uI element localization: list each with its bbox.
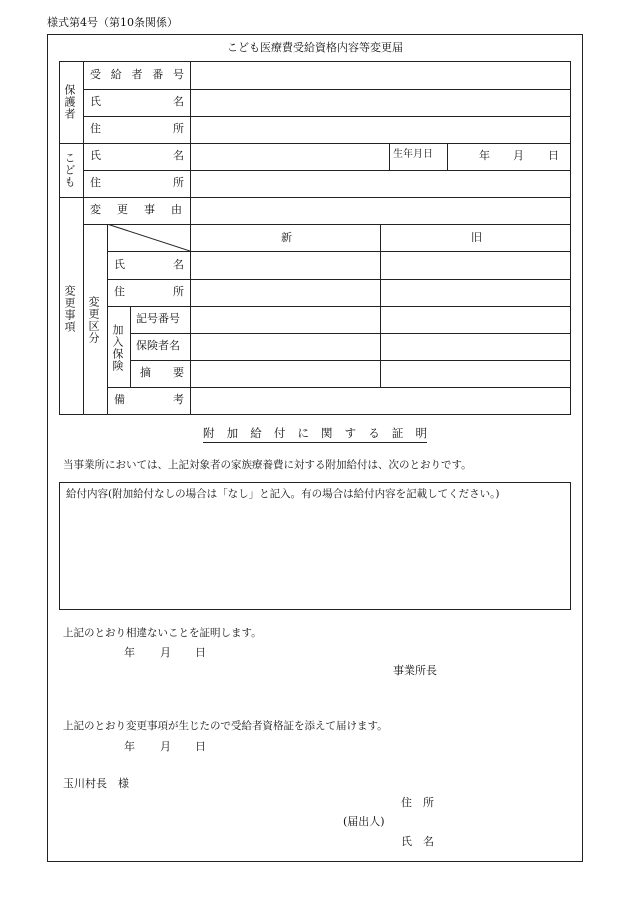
change-name-label: 氏 名 — [114, 258, 184, 271]
child-address-label: 住 所 — [90, 176, 184, 189]
insurance-label: 加入保険 — [111, 324, 124, 372]
declaration-statement: 上記のとおり変更事項が生じたので受給者資格証を添えて届けます。 — [63, 720, 388, 732]
certificate-day: 日 — [195, 646, 206, 659]
guardian-name-label: 氏 名 — [90, 95, 184, 108]
diagonal-line — [107, 224, 190, 251]
change-category-label: 変更区分 — [87, 296, 100, 344]
birth-day-label: 日 — [548, 149, 559, 162]
benefit-content-box[interactable] — [59, 482, 571, 610]
change-reason-label: 変 更 事 由 — [90, 203, 182, 216]
remarks-label: 備 考 — [114, 393, 184, 406]
declaration-day: 日 — [195, 740, 206, 753]
birth-month-label: 月 — [513, 149, 524, 162]
certificate-title: 附 加 給 付 に 関 す る 証 明 — [203, 426, 427, 440]
declaration-year: 年 — [124, 740, 135, 753]
guardian-address-label: 住 所 — [90, 122, 184, 135]
benefit-content-label: 給付内容(附加給付なしの場合は「なし」と記入。有の場合は給付内容を記載してください。) — [66, 488, 500, 500]
form-title: こども医療費受給資格内容等変更届 — [227, 41, 403, 54]
recipient-number-label: 受 給 者 番 号 — [90, 68, 184, 81]
declaration-month: 月 — [160, 740, 171, 753]
office-head-label: 事業所長 — [393, 664, 437, 677]
certificate-intro: 当事業所においては、上記対象者の家族療養費に対する附加給付は、次のとおりです。 — [63, 459, 472, 471]
birthdate-label: 生年月日 — [393, 149, 433, 160]
summary-label: 摘 要 — [140, 366, 184, 379]
guardian-section-label: 保護者 — [63, 84, 76, 120]
addressee: 玉川村長 様 — [63, 777, 129, 790]
symbol-number-label: 記号番号 — [136, 312, 180, 325]
child-section-label: こども — [63, 152, 76, 188]
birth-year-label: 年 — [479, 149, 490, 162]
new-column-header: 新 — [281, 231, 292, 244]
certificate-month: 月 — [160, 646, 171, 659]
applicant-label: (届出人) — [343, 815, 385, 828]
form-number: 様式第4号（第10条関係） — [47, 16, 178, 29]
certificate-year: 年 — [124, 646, 135, 659]
old-column-header: 旧 — [471, 231, 482, 244]
insurer-name-label: 保険者名 — [136, 339, 180, 352]
child-name-label: 氏 名 — [90, 149, 184, 162]
applicant-name-label: 氏 名 — [401, 835, 434, 848]
change-address-label: 住 所 — [114, 285, 184, 298]
applicant-address-label: 住 所 — [401, 796, 434, 809]
certificate-statement: 上記のとおり相違ないことを証明します。 — [63, 627, 262, 639]
changes-section-label: 変更事項 — [63, 285, 76, 333]
